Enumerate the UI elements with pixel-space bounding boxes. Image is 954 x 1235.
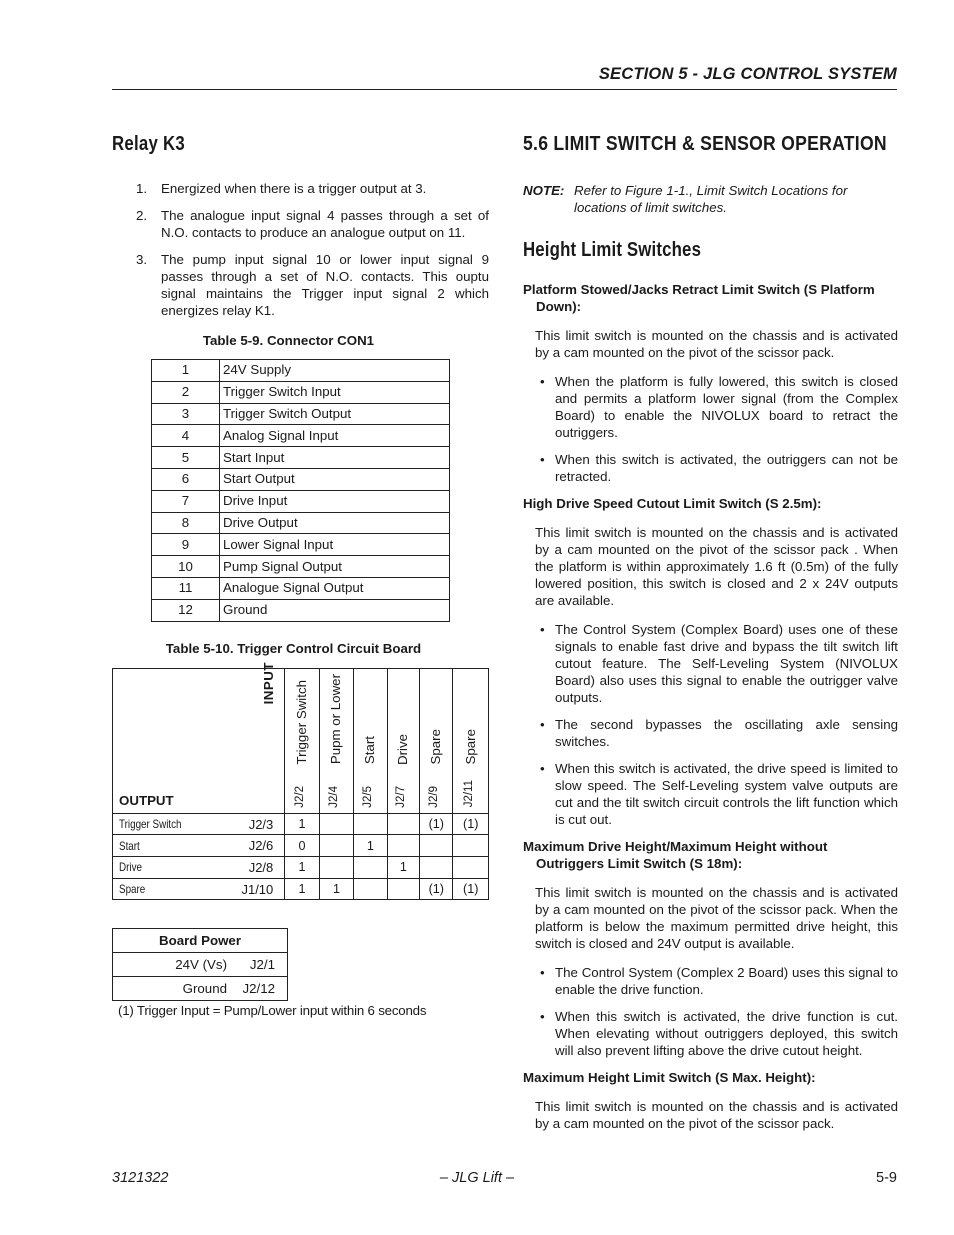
table-cell: (1) [453, 813, 489, 835]
input-column-header [453, 668, 489, 813]
table-row [152, 425, 450, 447]
pin-label: 24V Supply [220, 360, 450, 382]
table-row [113, 835, 489, 857]
table-cell [387, 878, 419, 900]
table-row [152, 447, 450, 469]
bullet-icon: • [540, 717, 545, 732]
left-column [112, 133, 489, 1018]
pin-number: 9 [152, 534, 220, 556]
bullet-item: • When this switch is activated, the drive speed is limited to slow speed. The Self-Leveling system valve outputs are cut and the tilt switch circuit controls the lift function which is cut out. [540, 761, 898, 827]
input-column-pin: J2/9 [428, 785, 441, 808]
table-row [113, 813, 489, 835]
bullet-icon: • [540, 452, 545, 467]
tcb-corner-cell [113, 662, 285, 813]
relay-heading: Relay K3 [112, 133, 186, 155]
pin-number: 12 [152, 599, 220, 621]
limit-switch-block [523, 1069, 898, 1132]
limit-switch-block [523, 281, 898, 485]
footer-doc-number: 3121322 [112, 1170, 169, 1186]
list-item: 3. The pump input signal 10 or lower input signal 9 passes through a set of N.O. contacts. This ouptu signal maintains the Trigger input signal 2 which energizes relay K1. [136, 252, 489, 318]
section-heading: 5.6 LIMIT SWITCH & SENSOR OPERATION [523, 133, 887, 155]
footer-page-number: 5-9 [876, 1170, 897, 1186]
pin-number: 11 [152, 577, 220, 599]
table-cell [420, 856, 453, 878]
pin-number: 10 [152, 556, 220, 578]
block-title: Platform Stowed/Jacks Retract Limit Switch (S Platform Down): [523, 282, 875, 314]
table-cell [420, 835, 453, 857]
pin-label: Start Input [220, 447, 450, 469]
table-cell [319, 856, 353, 878]
table-cell [354, 813, 387, 835]
block-title: Maximum Height Limit Switch (S Max. Height): [523, 1070, 816, 1085]
table-cell [354, 856, 387, 878]
input-column-pin: J2/5 [362, 785, 375, 808]
tcb-table [112, 662, 489, 901]
limit-switch-block [523, 838, 898, 1059]
table-cell: 1 [387, 856, 419, 878]
footer-center: – JLG Lift – [439, 1170, 515, 1186]
footnote: (1) Trigger Input = Pump/Lower input within 6 seconds [118, 1002, 427, 1018]
limit-switch-blocks [523, 281, 898, 1132]
bullet-icon: • [540, 761, 545, 776]
pin-label: Drive Input [220, 490, 450, 512]
pin-number: 8 [152, 512, 220, 534]
board-power-row: 24V (Vs) J2/1 [113, 953, 288, 977]
pin-number: 7 [152, 490, 220, 512]
input-column-pin: J2/4 [328, 785, 341, 808]
tcb-caption: Table 5-10. Trigger Control Circuit Board [165, 640, 422, 656]
table-row [113, 878, 489, 900]
block-paragraph: This limit switch is mounted on the chassis and is activated by a cam mounted on the pivot of the scissor pack . When the platform is within approximately 1.6 ft (0.5m) of the fully lowered position, this switch is closed and 2 x 24V outputs are available. [535, 525, 898, 608]
table-row [152, 381, 450, 403]
table-cell: 1 [354, 835, 387, 857]
pin-number: 3 [152, 403, 220, 425]
block-title: Maximum Drive Height/Maximum Height without Outriggers Limit Switch (S 18m): [523, 839, 828, 871]
pin-label: Trigger Switch Output [220, 403, 450, 425]
output-row-label: Spare J1/10 [113, 878, 285, 900]
table-row [152, 403, 450, 425]
block-paragraph: This limit switch is mounted on the chassis and is activated by a cam mounted on the pivot of the scissor pack. [535, 328, 898, 360]
con1-caption: Table 5-9. Connector CON1 [202, 333, 375, 348]
table-row [152, 599, 450, 621]
bullet-icon: • [540, 374, 545, 389]
relay-list [112, 180, 489, 319]
bullet-item: • The second bypasses the oscillating axle sensing switches. [540, 717, 898, 749]
bullet-item: • The Control System (Complex Board) uses one of these signals to enable fast drive and bypass the tilt switch lift cutout feature. The Self-Leveling System (NIVOLUX Board) also uses this signal to enable the outrigger valve outputs. [540, 622, 898, 705]
note-label: NOTE: [523, 183, 565, 198]
section-header-title: SECTION 5 - JLG CONTROL SYSTEM [598, 65, 897, 83]
table-cell [319, 813, 353, 835]
table-cell [453, 835, 489, 857]
output-row-label: Drive J2/8 [113, 856, 285, 878]
pin-label: Analogue Signal Output [220, 577, 450, 599]
table-cell: (1) [420, 878, 453, 900]
pin-number: 2 [152, 381, 220, 403]
list-item: 1. Energized when there is a trigger output at 3. [136, 181, 427, 196]
input-column-header [387, 668, 419, 813]
limit-switch-block [523, 495, 898, 828]
input-column-label: Spare [428, 729, 444, 765]
list-item: 2. The analogue input signal 4 passes through a set of N.O. contacts to produce an analogue output on 11. [136, 208, 489, 240]
board-power-row: Ground J2/12 [113, 976, 288, 1000]
table-cell: 1 [285, 878, 319, 900]
input-column-header [319, 668, 353, 813]
bullet-item: • When this switch is activated, the outriggers can not be retracted. [540, 452, 898, 484]
header-divider [112, 89, 897, 90]
pin-number: 6 [152, 468, 220, 490]
input-column-header [420, 668, 453, 813]
output-row-label: Trigger Switch J2/3 [113, 813, 285, 835]
input-column-header [285, 668, 319, 813]
input-column-pin: J2/11 [462, 780, 475, 808]
block-paragraph: This limit switch is mounted on the chassis and is activated by a cam mounted on the pivot of the scissor pack. When the platform is below the maximum permitted drive height, this switch is closed and 24V output is available. [535, 885, 898, 951]
input-column-pin: J2/7 [395, 785, 408, 808]
bullet-item: • When the platform is fully lowered, this switch is closed and permits a platform lower signal (from the Complex Board) to enable the NIVOLUX board to retract the outriggers. [540, 374, 898, 440]
bullet-icon: • [540, 965, 545, 980]
table-row [152, 577, 450, 599]
pin-number: 1 [152, 360, 220, 382]
note [523, 182, 898, 216]
con1-table [151, 359, 450, 622]
output-label: OUTPUT [119, 792, 174, 808]
table-row [152, 534, 450, 556]
table-cell [354, 878, 387, 900]
input-column-header [354, 668, 387, 813]
table-cell: 1 [285, 856, 319, 878]
input-column-label: Drive [395, 733, 411, 765]
table-cell: 0 [285, 835, 319, 857]
subheading: Height Limit Switches [523, 239, 702, 261]
table-row [113, 856, 489, 878]
bullet-icon: • [540, 622, 545, 637]
block-paragraph: This limit switch is mounted on the chassis and is activated by a cam mounted on the pivot of the scissor pack. [535, 1099, 898, 1131]
table-cell [453, 856, 489, 878]
table-row [152, 490, 450, 512]
pin-number: 5 [152, 447, 220, 469]
block-title: High Drive Speed Cutout Limit Switch (S 2.5m): [523, 496, 822, 511]
pin-label: Lower Signal Input [220, 534, 450, 556]
input-column-label: Spare [462, 729, 478, 765]
table-cell: 1 [319, 878, 353, 900]
input-column-label: Start [362, 736, 378, 765]
board-power-table [112, 928, 288, 1000]
bullet-item: • The Control System (Complex 2 Board) uses this signal to enable the drive function. [540, 965, 898, 997]
pin-label: Drive Output [220, 512, 450, 534]
table-cell: 1 [285, 813, 319, 835]
table-row [152, 512, 450, 534]
pin-label: Pump Signal Output [220, 556, 450, 578]
table-cell [387, 813, 419, 835]
output-row-label: Start J2/6 [113, 835, 285, 857]
board-power-header: Board Power [113, 929, 288, 953]
pin-label: Start Output [220, 468, 450, 490]
table-row [152, 556, 450, 578]
pin-number: 4 [152, 425, 220, 447]
table-cell: (1) [420, 813, 453, 835]
table-cell: (1) [453, 878, 489, 900]
table-row [152, 468, 450, 490]
input-label: INPUT [261, 662, 277, 705]
bullet-item: • When this switch is activated, the drive function is cut. When elevating without outriggers deployed, this switch will also prevent lifting above the drive cutout height. [540, 1009, 898, 1058]
right-column [523, 133, 898, 1132]
pin-label: Analog Signal Input [220, 425, 450, 447]
input-column-label: Trigger Switch [294, 680, 309, 765]
pin-label: Trigger Switch Input [220, 381, 450, 403]
table-cell [387, 835, 419, 857]
input-column-pin: J2/2 [294, 785, 306, 808]
input-column-label: Pupm or Lower [328, 674, 344, 765]
pin-label: Ground [220, 599, 450, 621]
note-text: Refer to Figure 1-1., Limit Switch Locations for locations of limit switches. [574, 183, 848, 215]
bullet-icon: • [540, 1009, 545, 1024]
table-row [152, 360, 450, 382]
table-cell [319, 835, 353, 857]
